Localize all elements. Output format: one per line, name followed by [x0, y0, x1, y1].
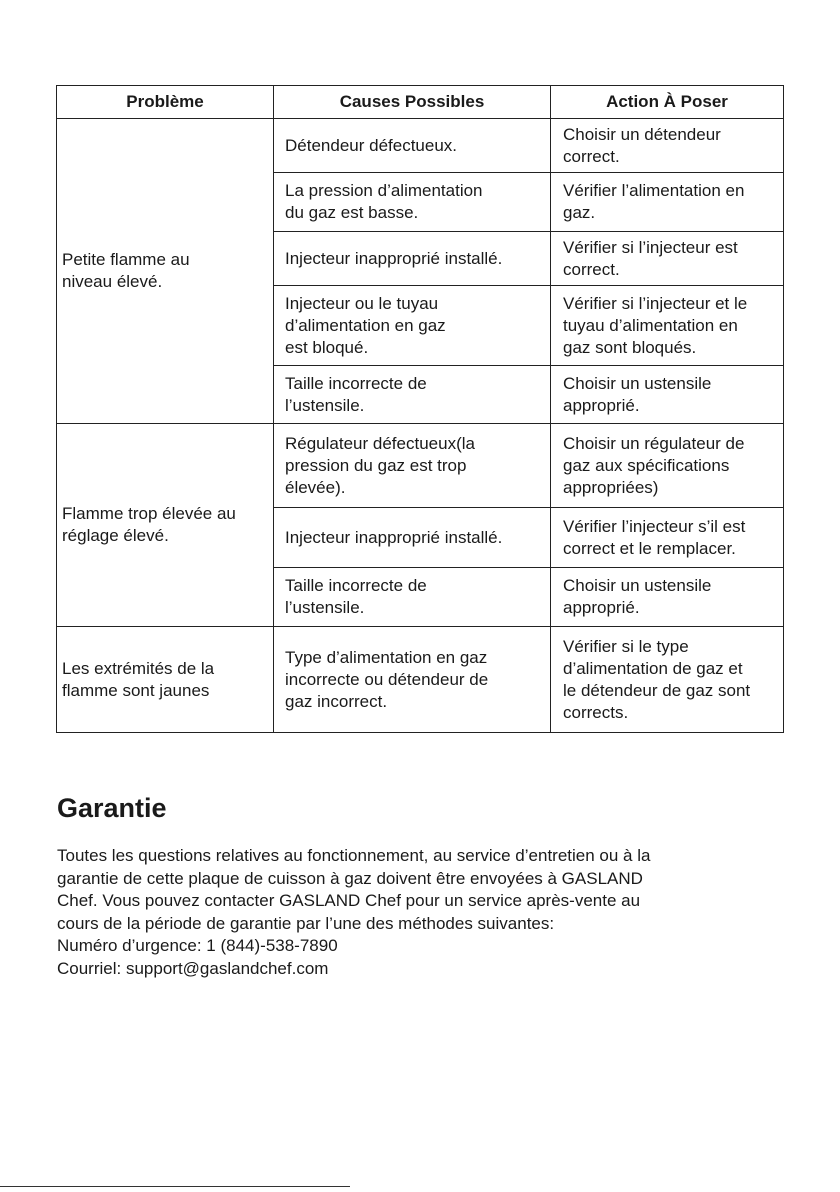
cause-cell — [274, 119, 551, 173]
action-text: Vérifier si l’injecteur est correct. — [563, 237, 738, 279]
action-cell — [551, 508, 784, 568]
action-cell — [551, 232, 784, 286]
table-header-row — [57, 86, 784, 119]
cause-text: Type d’alimentation en gaz incorrecte ou détendeur de gaz incorrect. — [285, 647, 489, 711]
action-cell — [551, 173, 784, 232]
table-row — [57, 627, 784, 733]
cause-text: Injecteur ou le tuyau d’alimentation en gaz est bloqué. — [285, 293, 446, 357]
action-cell — [551, 286, 784, 366]
cause-text: Taille incorrecte de l’ustensile. — [285, 373, 427, 415]
cause-text: Détendeur défectueux. — [285, 135, 458, 155]
problem-cell — [57, 424, 274, 627]
cause-cell — [274, 627, 551, 733]
action-text: Choisir un ustensile approprié. — [563, 576, 712, 617]
header-causes: Causes Possibles — [274, 86, 551, 119]
action-text: Vérifier l’injecteur s’il est correct et le remplacer. — [563, 516, 746, 558]
action-cell — [551, 627, 784, 733]
problem-cell — [57, 627, 274, 733]
cause-cell — [274, 508, 551, 568]
problem-text: Petite flamme au niveau élevé. — [62, 250, 190, 291]
problem-text: Les extrémités de la flamme sont jaunes — [62, 658, 215, 700]
header-action: Action À Poser — [551, 86, 784, 119]
action-text: Choisir un régulateur de gaz aux spécifications appropriées) — [563, 433, 745, 497]
action-cell — [551, 366, 784, 424]
action-cell — [551, 424, 784, 508]
action-text: Vérifier si l’injecteur et le tuyau d’alimentation en gaz sont bloqués. — [563, 293, 748, 357]
warranty-title: Garantie — [57, 793, 167, 823]
cause-cell — [274, 366, 551, 424]
action-text: Choisir un détendeur correct. — [563, 124, 721, 166]
header-problem: Problème — [57, 86, 274, 119]
table-row — [57, 119, 784, 173]
action-cell — [551, 568, 784, 627]
cause-text: Régulateur défectueux(la pression du gaz est trop élevée). — [285, 433, 475, 497]
action-text: Choisir un ustensile approprié. — [563, 373, 712, 415]
problem-cell — [57, 119, 274, 424]
cause-cell — [274, 232, 551, 286]
action-cell — [551, 119, 784, 173]
cause-text: Injecteur inapproprié installé. — [285, 527, 503, 547]
warranty-section — [57, 845, 777, 980]
cause-text: La pression d’alimentation du gaz est basse. — [285, 181, 483, 222]
cause-cell — [274, 424, 551, 508]
cause-text: Injecteur inapproprié installé. — [285, 248, 503, 268]
cause-cell — [274, 286, 551, 366]
action-text: Vérifier si le type d’alimentation de gaz et le détendeur de gaz sont corrects. — [563, 636, 751, 722]
warranty-body: Toutes les questions relatives au fonctionnement, au service d’entretien ou à la garantie de cette plaque de cuisson à gaz doivent être envoyées à GASLAND Chef. Vous pouvez contacter GASLAND Chef pour un service après-vente au cours de la période de garantie par l’une des méthodes suivantes: — [57, 846, 651, 933]
cause-text: Taille incorrecte de l’ustensile. — [285, 576, 427, 617]
cause-cell — [274, 568, 551, 627]
warranty-phone: Numéro d’urgence: 1 (844)-538-7890 — [57, 936, 338, 955]
warranty-email: Courriel: support@gaslandchef.com — [57, 958, 329, 978]
problem-text: Flamme trop élevée au réglage élevé. — [62, 504, 236, 545]
action-text: Vérifier l’alimentation en gaz. — [563, 181, 745, 222]
table-row — [57, 424, 784, 508]
troubleshooting-table — [56, 85, 784, 733]
footer-divider — [0, 1186, 350, 1187]
cause-cell — [274, 173, 551, 232]
